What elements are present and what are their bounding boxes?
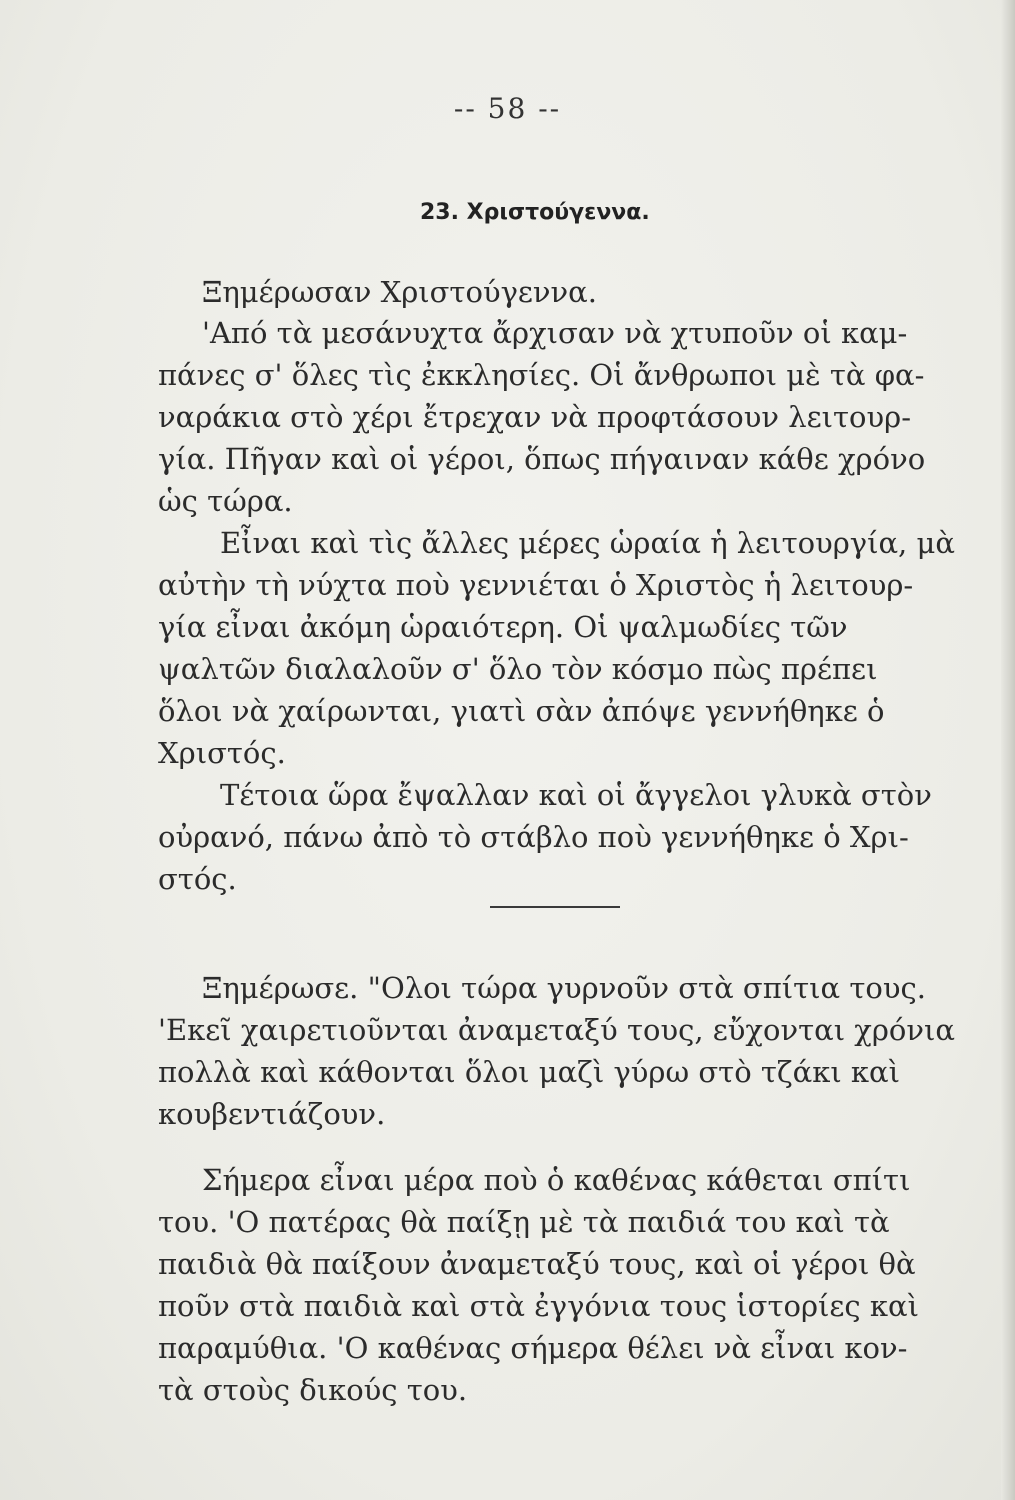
- text-line: ὅλοι νὰ χαίρωνται, γιατὶ σὰν ἀπόψε γεννήθηκε ὁ: [158, 694, 885, 728]
- text-line: πάνες σ' ὅλες τὶς ἐκκλησίες. Οἱ ἄνθρωποι μὲ τὰ φα-: [158, 358, 925, 392]
- text-line: παιδιὰ θὰ παίξουν ἀναμεταξύ τους, καὶ οἱ γέροι θὰ: [158, 1247, 916, 1281]
- text-line: κουβεντιάζουν.: [158, 1097, 386, 1131]
- text-line: τὰ στοὺς δικούς του.: [158, 1373, 468, 1407]
- text-line: 'Από τὰ μεσάνυχτα ἄρχισαν νὰ χτυποῦν οἱ καμ-: [202, 316, 908, 350]
- chapter-heading: [420, 200, 650, 225]
- text-line: γία. Πῆγαν καὶ οἱ γέροι, ὅπως πήγαιναν κάθε χρόνο: [158, 442, 926, 476]
- text-line: Σήμερα εἶναι μέρα ποὺ ὁ καθένας κάθεται σπίτι: [202, 1163, 911, 1197]
- chapter-title: Χριστούγεννα.: [466, 200, 650, 225]
- text-line: ποῦν στὰ παιδιὰ καὶ στὰ ἐγγόνια τους ἱστορίες καὶ: [158, 1289, 919, 1323]
- section-divider: [490, 906, 620, 908]
- text-line: 'Εκεῖ χαιρετιοῦνται ἀναμεταξύ τους, εὔχονται χρόνια: [158, 1013, 955, 1047]
- text-line: οὐρανό, πάνω ἀπὸ τὸ στάβλο ποὺ γεννήθηκε ὁ Χρι-: [158, 820, 909, 854]
- chapter-number: 23.: [420, 200, 459, 225]
- text-line: Ξημέρωσαν Χριστούγεννα.: [202, 275, 597, 309]
- text-line: γία εἶναι ἀκόμη ὡραιότερη. Οἱ ψαλμωδίες τῶν: [158, 610, 848, 644]
- text-line: στός.: [158, 862, 237, 896]
- text-line: του. 'Ο πατέρας θὰ παίξῃ μὲ τὰ παιδιά του καὶ τὰ: [158, 1205, 890, 1239]
- text-line: Χριστός.: [158, 736, 286, 770]
- text-line: Ξημέρωσε. "Ολοι τώρα γυρνοῦν στὰ σπίτια τους.: [202, 971, 926, 1005]
- text-line: αὐτὴν τὴ νύχτα ποὺ γεννιέται ὁ Χριστὸς ἡ λειτουρ-: [158, 568, 914, 602]
- text-line: ναράκια στὸ χέρι ἔτρεχαν νὰ προφτάσουν λειτουρ-: [158, 400, 911, 434]
- page-spine-shadow: [1001, 0, 1015, 1500]
- text-line: πολλὰ καὶ κάθονται ὅλοι μαζὶ γύρω στὸ τζάκι καὶ: [158, 1055, 901, 1089]
- text-line: ψαλτῶν διαλαλοῦν σ' ὅλο τὸν κόσμο πὼς πρέπει: [158, 652, 878, 686]
- text-line: παραμύθια. 'Ο καθένας σήμερα θέλει νὰ εἶναι κον-: [158, 1331, 908, 1365]
- text-line: ὡς τώρα.: [158, 484, 293, 518]
- text-line: Εἶναι καὶ τὶς ἄλλες μέρες ὡραία ἡ λειτουργία, μὰ: [220, 526, 955, 560]
- page-number: -- 58 --: [453, 92, 562, 125]
- text-line: Τέτοια ὥρα ἔψαλλαν καὶ οἱ ἄγγελοι γλυκὰ στὸν: [220, 778, 932, 812]
